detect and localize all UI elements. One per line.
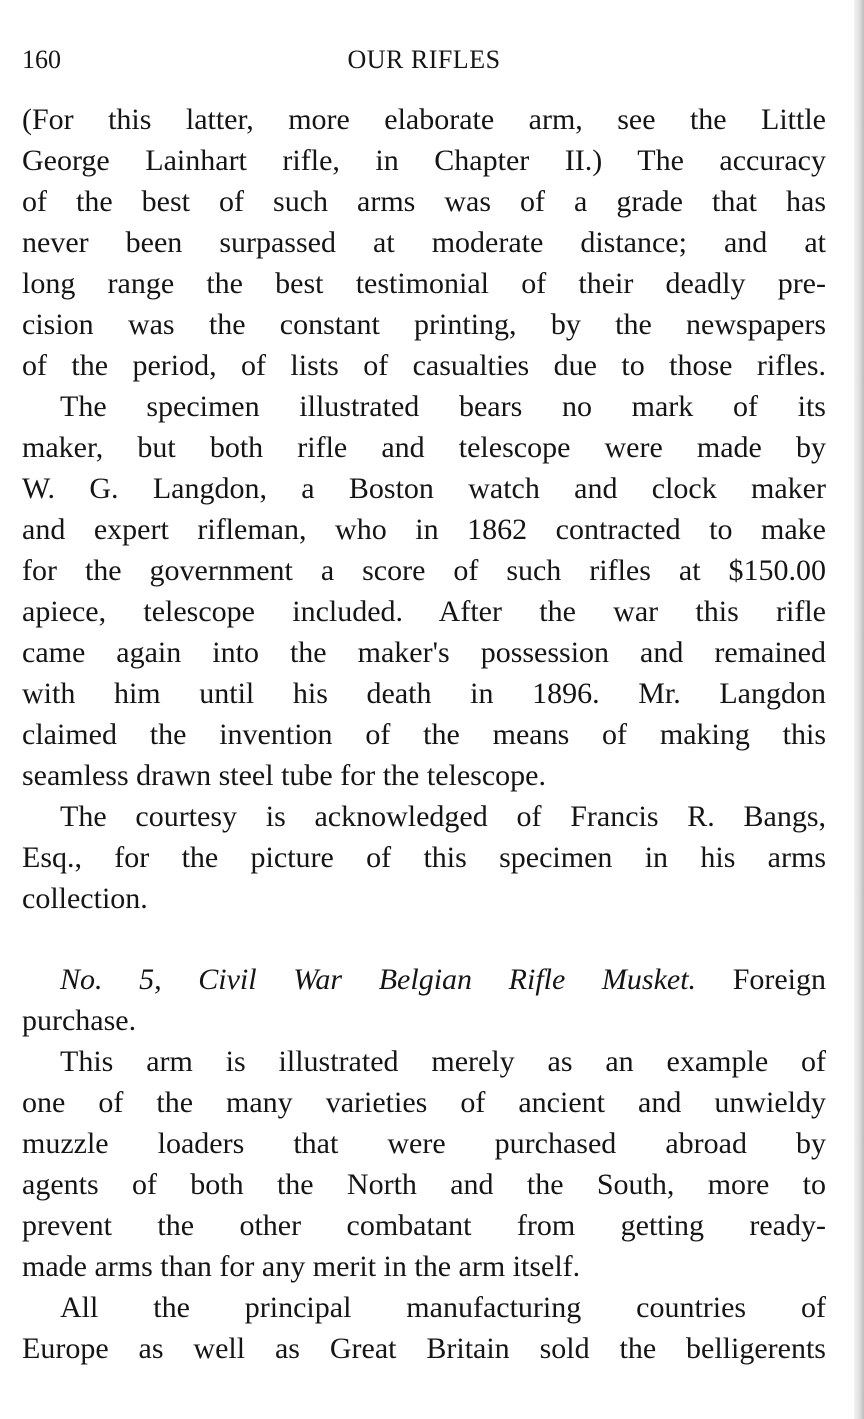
paragraph — [22, 1041, 826, 1287]
page-header — [22, 42, 826, 78]
text-line: All the principal manufacturing countries of — [60, 1291, 826, 1324]
text-line: (For this latter, more elaborate arm, see the Little — [22, 103, 826, 136]
text-line: apiece, telescope included. After the war this rifle — [22, 595, 826, 628]
paragraph — [22, 386, 826, 796]
text-line: made arms than for any merit in the arm itself. — [22, 1250, 581, 1283]
text-line: of the period, of lists of casualties due to those rifles. — [22, 349, 826, 382]
text-line: of the best of such arms was of a grade that has — [22, 185, 826, 218]
paragraph — [22, 99, 826, 386]
heading-continuation: Foreign — [732, 963, 827, 996]
text-line: The specimen illustrated bears no mark of its — [60, 390, 826, 423]
page-number: 160 — [22, 45, 61, 74]
text-line: Esq., for the picture of this specimen in his arms — [22, 841, 826, 874]
section-heading: No. 5, Civil War Belgian Rifle Musket. — [60, 963, 697, 996]
text-line: George Lainhart rifle, in Chapter II.) The accuracy — [22, 144, 826, 177]
text-line: agents of both the North and the South, more to — [22, 1168, 826, 1201]
page-edge-shadow — [854, 0, 864, 1419]
body-text — [22, 99, 826, 1369]
text-line: cision was the constant printing, by the newspapers — [22, 308, 826, 341]
text-line: never been surpassed at moderate distance; and at — [22, 226, 826, 259]
text-line: muzzle loaders that were purchased abroad by — [22, 1127, 826, 1160]
text-line: seamless drawn steel tube for the telescope. — [22, 759, 546, 792]
text-line: came again into the maker's possession and remained — [22, 636, 826, 669]
text-line — [22, 959, 826, 1000]
text-line: W. G. Langdon, a Boston watch and clock maker — [22, 472, 826, 505]
text-line: This arm is illustrated merely as an example of — [60, 1045, 826, 1078]
text-line: prevent the other combatant from getting ready- — [22, 1209, 826, 1242]
paragraph — [22, 796, 826, 919]
text-line: collection. — [22, 882, 148, 915]
paragraph — [22, 1287, 826, 1369]
text-line: with him until his death in 1896. Mr. Langdon — [22, 677, 826, 710]
section-gap — [22, 919, 826, 959]
text-line: and expert rifleman, who in 1862 contracted to make — [22, 513, 826, 546]
text-line: maker, but both rifle and telescope were made by — [22, 431, 826, 464]
text-line: Europe as well as Great Britain sold the belligerents — [22, 1332, 826, 1365]
text-line: The courtesy is acknowledged of Francis R. Bangs, — [60, 800, 826, 833]
text-line: purchase. — [22, 1004, 137, 1037]
text-line: for the government a score of such rifles at $150.00 — [22, 554, 826, 587]
section-heading-paragraph — [22, 959, 826, 1041]
text-line: long range the best testimonial of their deadly pre- — [22, 267, 826, 300]
text-line: claimed the invention of the means of making this — [22, 718, 826, 751]
text-line: one of the many varieties of ancient and unwieldy — [22, 1086, 826, 1119]
running-head: OUR RIFLES — [347, 45, 501, 74]
